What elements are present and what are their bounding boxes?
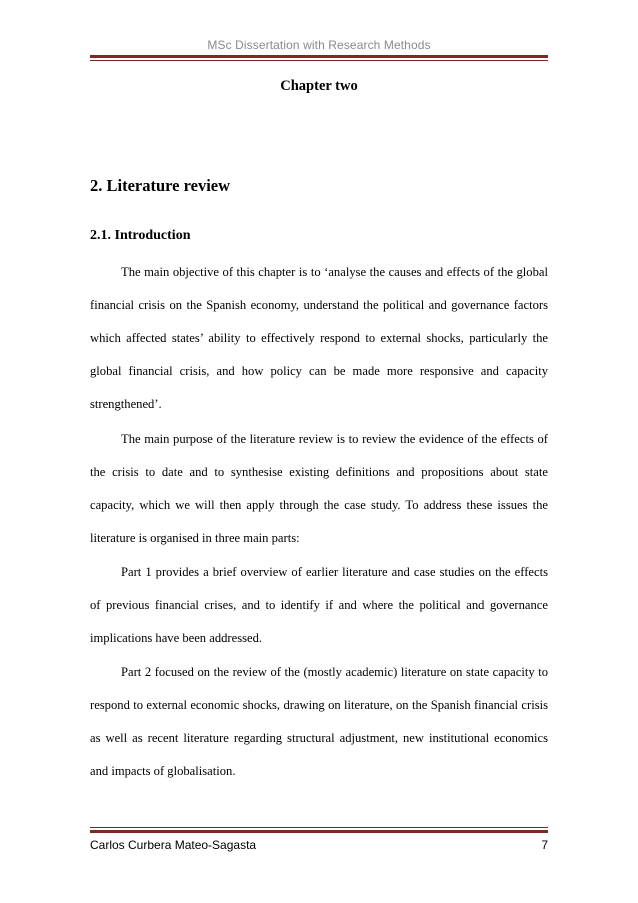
- page-number: 7: [541, 838, 548, 852]
- body-paragraph: The main objective of this chapter is to ‘analyse the causes and effects of the global financial crisis on the Spanish economy, understand the political and governance factors which affected states’ ability to effectively respond to external shocks, particularly the global financial crisis, and how policy can be made more responsive and capacity strengthened’.: [90, 265, 548, 411]
- running-header-title: MSc Dissertation with Research Methods: [207, 38, 431, 52]
- section-heading: 2. Literature review: [90, 176, 231, 195]
- chapter-title: Chapter two: [280, 78, 358, 94]
- footer-author: Carlos Curbera Mateo-Sagasta: [90, 838, 257, 852]
- header-rule-thick: [90, 55, 548, 58]
- subsection-heading: 2.1. Introduction: [90, 228, 191, 243]
- body-paragraph: The main purpose of the literature review is to review the evidence of the effects of the crisis to date and to synthesise existing definitions and propositions about state capacity, which we will then apply through the case study. To address these issues the literature is organised in three main parts:: [90, 432, 548, 545]
- body-paragraph: Part 1 provides a brief overview of earlier literature and case studies on the effects of previous financial crises, and to identify if and where the political and governance implications have been addressed.: [90, 565, 548, 645]
- footer-rule-thick: [90, 830, 548, 833]
- footer-rule-thin: [90, 827, 548, 828]
- header-rule-thin: [90, 60, 548, 61]
- body-paragraph: Part 2 focused on the review of the (mostly academic) literature on state capacity to respond to external economic shocks, drawing on literature, on the Spanish financial crisis as well as recent literature regarding structural adjustment, new institutional economics and impacts of globalisation.: [90, 665, 548, 778]
